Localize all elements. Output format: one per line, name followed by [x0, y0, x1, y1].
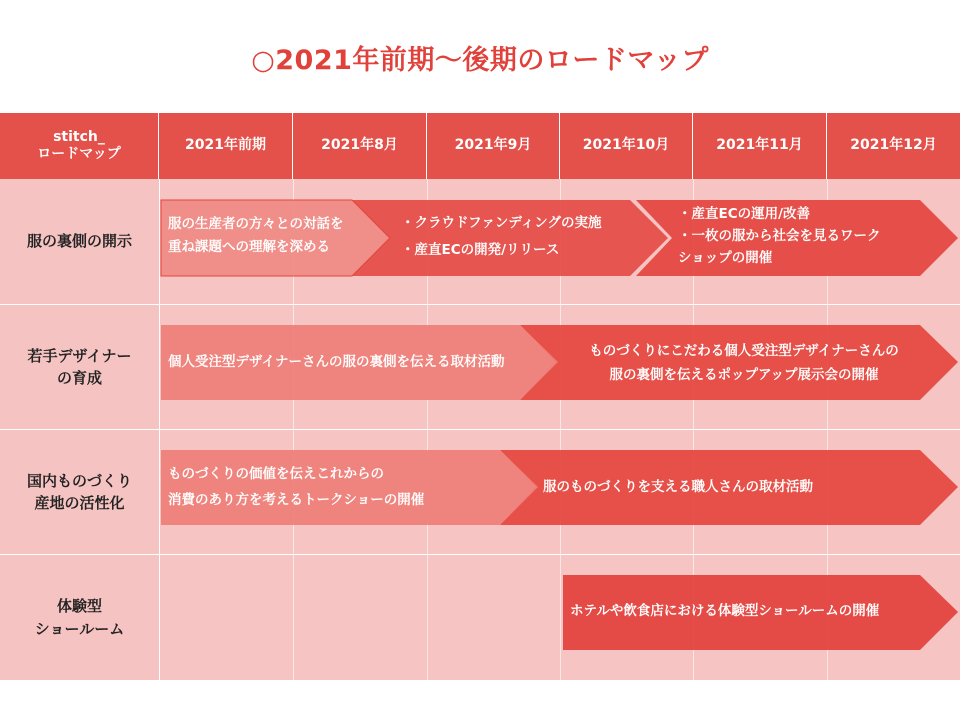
task-text-r1-t1 [168, 213, 344, 259]
period-header-4: 2021年10月 [560, 113, 693, 179]
row-label-line: 服の裏側の開示 [26, 232, 132, 251]
task-line: 重ね課題への理解を深める [168, 239, 330, 256]
task-line: 個人受注型デザイナーさんの服の裏側を伝える取材活動 [168, 354, 505, 370]
task-line: ・産直ECの運用/改善 [678, 206, 811, 222]
period-header-1: 2021年前期 [159, 113, 293, 179]
row-label-line: 体験型 [56, 597, 102, 615]
period-header-5: 2021年11月 [693, 113, 827, 179]
task-line: 服のものづくりを支える職人さんの取材活動 [543, 479, 813, 495]
task-line: 服の生産者の方々との対話を [168, 216, 344, 232]
page-title: ○2021年前期〜後期のロードマップ [251, 45, 709, 76]
period-header-3: 2021年9月 [427, 113, 560, 179]
task-text-r2-t2 [564, 339, 924, 387]
task-text-r1-t3 [678, 204, 881, 270]
task-line: ショップの開催 [678, 249, 773, 266]
task-line: ・クラウドファンディングの実施 [401, 215, 602, 231]
task-text-r1-t2 [401, 210, 601, 264]
task-text-r2-t1 [168, 351, 505, 374]
row-label-line: の育成 [56, 369, 102, 387]
period-header-6: 2021年12月 [827, 113, 960, 179]
task-line: ものづくりにこだわる個人受注型デザイナーさんの [589, 343, 899, 359]
row-label-line: ショールーム [34, 619, 125, 638]
row-label-line: 若手デザイナー [27, 346, 132, 365]
task-line: 服の裏側を伝えるポップアップ展示会の開催 [609, 367, 879, 384]
task-line: 消費のあり方を考えるトークショーの開催 [168, 491, 425, 508]
row-label-line: 国内ものづくり [26, 471, 132, 490]
task-text-r3-t2 [543, 476, 813, 499]
corner-line2: ロードマップ [37, 146, 121, 162]
task-line: ホテルや飲食店における体験型ショールームの開催 [570, 603, 880, 619]
task-line: ・一枚の服から社会を見るワーク [678, 227, 881, 244]
task-text-r4-t1 [570, 600, 879, 623]
row-label-line: 産地の活性化 [34, 494, 125, 512]
task-line: ものづくりの価値を伝えこれからの [168, 466, 384, 482]
task-text-r3-t1 [168, 462, 424, 513]
corner-line1: stitch_ [53, 128, 105, 145]
task-line: ・産直ECの開発/リリース [401, 242, 560, 258]
period-header-2: 2021年8月 [293, 113, 427, 179]
